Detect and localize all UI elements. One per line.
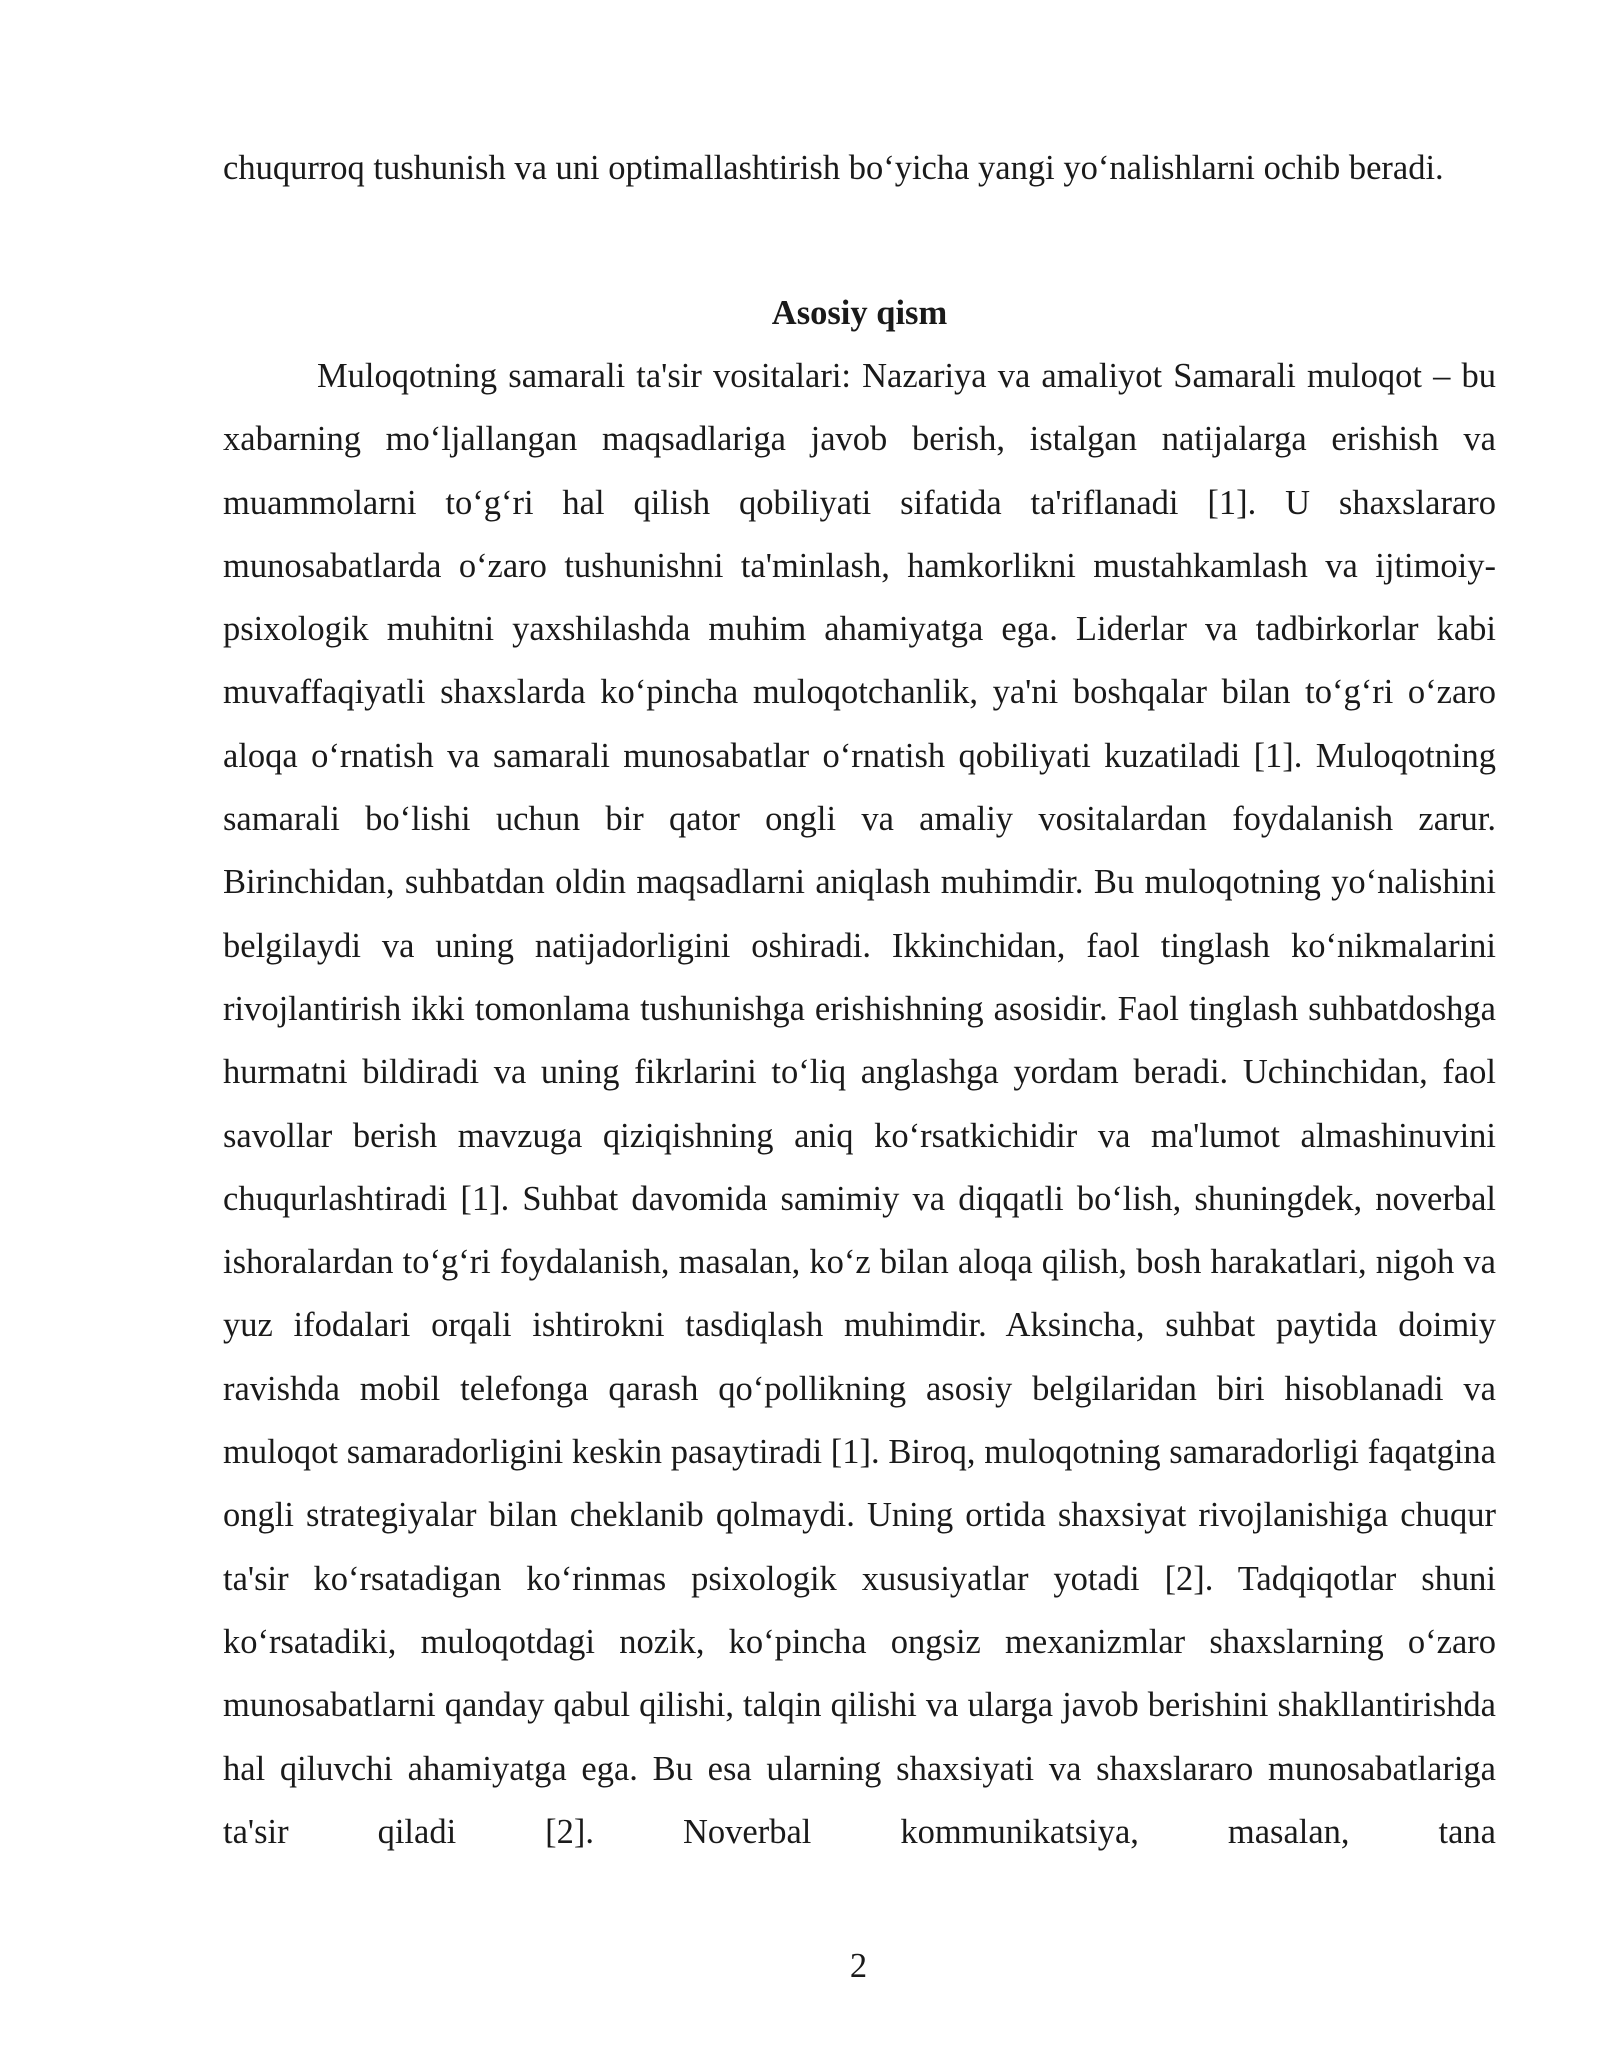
intro-text-block xyxy=(223,137,1496,200)
section-heading: Asosiy qism xyxy=(771,294,948,332)
page-number: 2 xyxy=(849,1947,868,1985)
main-text-block xyxy=(223,345,1496,1864)
intro-paragraph: chuqurroq tushunish va uni optimallashtirish bo‘yicha yangi yo‘nalishlarni ochib beradi. xyxy=(223,149,1444,187)
main-paragraph: Muloqotning samarali ta'sir vositalari: Nazariya va amaliyot Samarali muloqot – bu xabarning mo‘ljallangan maqsadlariga javob berish, istalgan natijalarga erishish va muammolarni to‘g‘ri hal qilish qobiliyati sifatida ta'riflanadi [1]. U shaxslararo munosabatlarda o‘zaro tushunishni ta'minlash, hamkorlikni mustahkamlash va ijtimoiy-psixologik muhitni yaxshilashda muhim ahamiyatga ega. Liderlar va tadbirkorlar kabi muvaffaqiyatli shaxslarda ko‘pincha muloqotchanlik, ya'ni boshqalar bilan to‘g‘ri o‘zaro aloqa o‘rnatish va samarali munosabatlar o‘rnatish qobiliyati kuzatiladi [1]. Muloqotning samarali bo‘lishi uchun bir qator ongli va amaliy vositalardan foydalanish zarur. Birinchidan, suhbatdan oldin maqsadlarni aniqlash muhimdir. Bu muloqotning yo‘nalishini belgilaydi va uning natijadorligini oshiradi. Ikkinchidan, faol tinglash ko‘nikmalarini rivojlantirish ikki tomonlama tushunishga erishishning asosidir. Faol tinglash suhbatdoshga hurmatni bildiradi va uning fikrlarini to‘liq anglashga yordam beradi. Uchinchidan, faol savollar berish mavzuga qiziqishning aniq ko‘rsatkichidir va ma'lumot almashinuvini chuqurlashtiradi [1]. Suhbat davomida samimiy va diqqatli bo‘lish, shuningdek, noverbal ishoralardan to‘g‘ri foydalanish, masalan, ko‘z bilan aloqa qilish, bosh harakatlari, nigoh va yuz ifodalari orqali ishtirokni tasdiqlash muhimdir. Aksincha, suhbat paytida doimiy ravishda mobil telefonga qarash qo‘pollikning asosiy belgilaridan biri hisoblanadi va muloqot samaradorligini keskin pasaytiradi [1]. Biroq, muloqotning samaradorligi faqatgina ongli strategiyalar bilan cheklanib qolmaydi. Uning ortida shaxsiyat rivojlanishiga chuqur ta'sir ko‘rsatadigan ko‘rinmas psixologik xususiyatlar yotadi [2]. Tadqiqotlar shuni ko‘rsatadiki, muloqotdagi nozik, ko‘pincha ongsiz mexanizmlar shaxslarning o‘zaro munosabatlarni qanday qabul qilishi, talqin qilishi va ularga javob berishini shakllantirishda hal qiluvchi ahamiyatga ega. Bu esa ularning shaxsiyati va shaxslararo munosabatlariga ta'sir qiladi [2]. Noverbal kommunikatsiya, masalan, tana xyxy=(223,357,1496,1851)
